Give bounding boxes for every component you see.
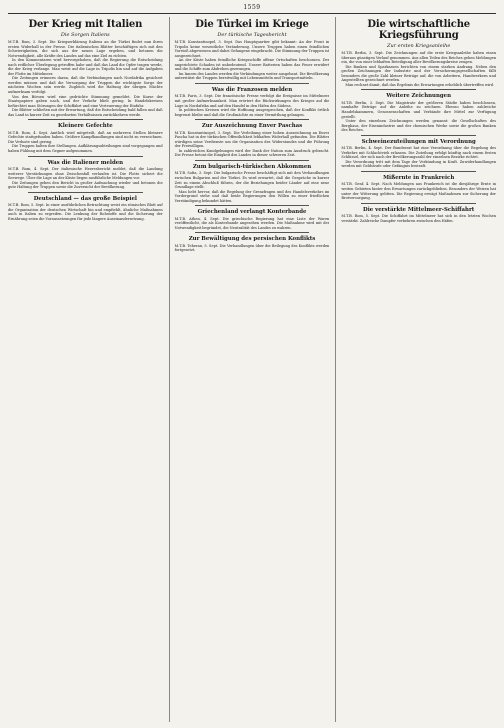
section-title: Schweinezuteilungen mit Verordnung bbox=[361, 138, 476, 145]
section-divider bbox=[195, 205, 310, 206]
article-paragraph: Man rechnet damit, daß das Ergebnis die Erwartungen erheblich übertreffen wird. bbox=[345, 82, 495, 87]
section-title: Deutschland — das große Beispiel bbox=[33, 195, 137, 202]
columns bbox=[8, 17, 496, 722]
top-rule bbox=[8, 13, 496, 14]
subhead: Der türkische Tagesbericht bbox=[217, 32, 287, 38]
section-divider bbox=[195, 160, 310, 161]
article-paragraph: Die Zeitungen erinnern daran, daß die Verbindungen nach Nordafrika gesichert werden müssen und daß die Versorgung der Truppen die wichtigste Sorge der nächsten Wochen sein werde. Zugleich wird die Haltung der übrigen Mächte aufmerksam verfolgt. bbox=[8, 76, 163, 95]
section-paragraph: M.T.B. Rom, 4. Sept. Der italienische Heeresbericht meldet, daß die Landung weiterer Verstärkungen ohne Zwischenfall verlaufen ist. Die Flotte sichert die Seewege. Über die Lage an der Küste liegen ausführliche Meldungen vor. bbox=[8, 167, 163, 181]
section-paragraph: M.T.B. Athen, 4. Sept. Die griechische Regierung hat eine Liste der Waren veröffentlicht, die als Konterbande angesehen werden. Die Maßnahme wird mit der Notwendigkeit begründet, die Neutralität des Landes zu wahren. bbox=[174, 216, 330, 230]
section-divider bbox=[361, 171, 476, 172]
section-title: Zur Bewältigung des persischen Konflikts bbox=[188, 236, 316, 243]
section-paragraph: Die Verordnung tritt mit dem Tage der Verkündung in Kraft. Zuwiderhandlungen werden mit Geldstrafe oder Gefängnis bestraft. bbox=[341, 159, 497, 169]
section-paragraph: In zahlreichen Kundgebungen wird der Dank der Nation zum Ausdruck gebracht. Die Presse betont die Einigkeit des Landes in dieser schweren Zeit. bbox=[174, 148, 330, 158]
section-title: Zum bulgarisch-türkischen Abkommen bbox=[192, 163, 312, 170]
headline: Die wirtschaftliche Kriegsführung bbox=[367, 19, 470, 41]
section-paragraph: In politischen Kreisen wird die Hoffnung ausgesprochen, daß der Konflikt örtlich begrenzt bleibe und daß die Großmächte zu einer Vermittlung gelangen. bbox=[174, 108, 330, 117]
section-divider bbox=[195, 232, 310, 233]
subhead: Die Sorgen Italiens bbox=[60, 32, 110, 38]
section-divider bbox=[28, 119, 143, 120]
section-paragraph: M.T.B. Rom, 4. Sept. Amtlich wird mitgeteilt, daß an mehreren Stellen kleinere Gefechte stattgefunden haben. Größere Kampfhandlungen sind nicht zu verzeichnen. Die Verluste sind gering. bbox=[8, 130, 163, 144]
section-divider bbox=[195, 83, 310, 84]
section-paragraph: M.T.B. Paris, 3. Sept. Die französische Presse verfolgt die Ereignisse im Mittelmeer mit großer Aufmerksamkeit. Man erörtert die Rückwirkungen des Krieges auf die Lage in Nordafrika und auf den Handel in den Häfen des Südens. bbox=[174, 94, 330, 108]
article-paragraph: Die Banken und Sparkassen berichten von einem starken Andrang. Neben den großen Zeichnungen der Industrie und der Versicherungsgesellschaften fällt besonders die große Zahl kleiner Beträge auf, die von Arbeitern, Handwerkern und Angestellten gezeichnet werden. bbox=[341, 64, 497, 83]
section-paragraph: M.T.B. Sofia, 3. Sept. Die bulgarische Presse beschäftigt sich mit den Verhandlungen zwischen Bulgarien und der Türkei. Es wird erwartet, daß die Gespräche in kurzer Zeit zu einem Abschluß führen, der die Beziehungen beider Länder auf eine neue Grundlage stellt. bbox=[174, 171, 330, 190]
section-title: Griechenland verlangt Konterbande bbox=[197, 209, 307, 216]
headline: Der Krieg mit Italien bbox=[28, 19, 143, 30]
subhead: Zur ersten Kriegsanleihe bbox=[387, 43, 451, 49]
section-paragraph: M.T.B. Konstantinopel, 3. Sept. Die Verleihung einer hohen Auszeichnung an Enver Pascha hat in der türkischen Öffentlichkeit lebhaften Widerhall gefunden. Die Blätter würdigen seine Verdienste um die Organisation des Widerstandes und die Führung der Freiwilligen. bbox=[174, 130, 330, 149]
section-paragraph: M.T.B. Genf, 4. Sept. Nach Meldungen aus Frankreich ist die diesjährige Ernte in weiten Gebieten hinter den Erwartungen zurückgeblieben. Besonders der Weizen hat unter der Witterung gelitten. Die Regierung erwägt Maßnahmen zur Sicherung der Brotversorgung. bbox=[341, 182, 497, 201]
section-divider bbox=[28, 156, 143, 157]
section-paragraph: M.T.B. Rom, 5. Sept. Die Schiffahrt im Mittelmeer hat sich in den letzten Wochen verstärkt. Zahlreiche Dampfer verkehren zwischen den Häfen. bbox=[341, 214, 497, 223]
section-paragraph: Man hebt hervor, daß die Regelung der Grenzfragen und des Handelsverkehrs im Vordergrund stehe und daß beide Regierungen den Willen zu einer friedlichen Verständigung bekundet hätten. bbox=[174, 189, 330, 203]
article-paragraph: M.T.B. Konstantinopel, 3. Sept. Das Hauptquartier gibt bekannt: An der Front in Tripolis keine wesentliche Veränderung. Unsere Truppen haben einen feindlichen Vorstoß abgewiesen und dabei Gefangene eingebracht. Die Stimmung der Truppen ist ausgezeichnet. bbox=[174, 40, 330, 58]
article-paragraph: Die Blätter schließen mit der Erwartung, daß die Entscheidung bald fallen und daß das Land in kurzer Zeit zu geordneten Verhältnissen zurückkehren werde. bbox=[8, 108, 163, 117]
article-paragraph: M.T.B. Rom, 3. Sept. Die Kriegserklärung Italiens an die Türkei findet nun ihren ersten Widerhall in der Presse. Die italienischen Blätter beschäftigen sich mit den Schwierigkeiten, die sich aus der neuen Lage ergeben, und betonen die Notwendigkeit, alle Kräfte des Landes auf das eine Ziel zu richten. bbox=[8, 40, 163, 58]
section-title: Kleinere Gefechte bbox=[58, 123, 113, 130]
headline: Die Türkei im Kriege bbox=[195, 19, 309, 30]
column-economy bbox=[335, 17, 496, 722]
section-title: Mißernte in Frankreich bbox=[383, 174, 455, 181]
section-divider bbox=[361, 203, 476, 204]
section-paragraph: M.T.B. Berlin, 3. Sept. Die Magistrate der größeren Städte haben beschlossen, namhafte Beträge auf die Anleihe zu zeichnen. Ebenso haben zahlreiche Handelskammern, Genossenschaften und Verbände ihre Mittel zur Verfügung gestellt. bbox=[341, 100, 497, 119]
article-paragraph: An der Küste haben feindliche Kriegsschiffe offene Ortschaften beschossen. Der angerichtete Schaden ist unbedeutend. Unsere Batterien haben das Feuer erwidert und die Schiffe zum Abdrehen gezwungen. bbox=[174, 58, 330, 72]
article-paragraph: Im Innern des Landes werden die Verbindungen weiter ausgebaut. Die Bevölkerung unterstützt die Truppen bereitwillig mit Lebensmitteln und Transportmitteln. bbox=[174, 71, 330, 81]
section-divider bbox=[28, 192, 143, 193]
column-turkey bbox=[169, 17, 330, 722]
section-paragraph: Die Zeitungen geben den Bericht in großer Aufmachung wieder und betonen die gute Haltung der Truppen sowie die Zuversicht der Bevölkerung. bbox=[8, 180, 163, 190]
section-title: Was die Franzosen melden bbox=[211, 86, 293, 93]
article-paragraph: Von den Börsen wird eine gedrückte Stimmung gemeldet. Die Kurse der Staatspapiere gaben nach, und der Verkehr blieb gering. In Handelskreisen befürchtet man Störungen der Schiffahrt und eine Verteuerung der Einfuhr. bbox=[8, 94, 163, 108]
section-title: Zur Auszeichnung Enver Paschas bbox=[201, 123, 303, 130]
section-title: Weitere Zeichnungen bbox=[386, 93, 451, 100]
article-paragraph: M.T.B. Berlin, 3. Sept. Die Zeichnungen auf die erste Kriegsanleihe haben einen überaus günstigen Verlauf genommen. Aus allen Teilen des Reiches gehen Meldungen ein, die von einer lebhaften Beteiligung aller Bevölkerungskreise zeugen. bbox=[341, 51, 497, 65]
section-paragraph: M.T.B. Berlin, 4. Sept. Der Bundesrat hat eine Verordnung über die Regelung des Verkehrs mit Schlachtvieh erlassen. Die Zuteilung erfolgt künftig nach einem festen Schlüssel, der sich nach der Bevölkerungszahl der einzelnen Bezirke richtet. bbox=[341, 146, 497, 160]
section-paragraph: Unter den einzelnen Zeichnungen werden genannt: die Gesellschaften des Bergbaus, der Eisenindustrie und der chemischen Werke sowie die großen Banken des Reiches. bbox=[341, 119, 497, 133]
section-divider bbox=[361, 89, 476, 90]
section-title: Die verstärkte Mittelmeer-Schiffahrt bbox=[363, 206, 475, 213]
section-paragraph: M.T.B. Teheran, 5. Sept. Die Verhandlungen über die Beilegung des Konflikts werden fortgesetzt. bbox=[174, 243, 330, 253]
section-divider bbox=[361, 135, 476, 136]
section-divider bbox=[195, 119, 310, 120]
section-title: Was die Italiener melden bbox=[47, 159, 124, 166]
page-number: 1559 bbox=[243, 4, 261, 11]
article-paragraph: In den Kommentaren wird hervorgehoben, daß die Regierung die Entscheidung nach reiflicher Überlegung getroffen habe und daß das Land die Opfer tragen werde, die der Krieg verlange. Man weist auf die Lage in Tripolis hin und auf die Aufgaben der Flotte im Mittelmeer. bbox=[8, 58, 163, 76]
column-italy bbox=[8, 17, 163, 722]
section-paragraph: M.T.B. Rom, 5. Sept. In einer ausführlichen Betrachtung weist ein römisches Blatt auf die Organisation der deutschen Wirtschaft hin und empfiehlt, ähnliche Maßnahmen auch in Italien zu ergreifen. Die Lenkung der Rohstoffe und die Sicherung der Ernährung seien die Voraussetzungen für jede längere Auseinandersetzung. bbox=[8, 203, 163, 221]
section-paragraph: Die Truppen halten ihre Stellungen. Aufklärungsabteilungen sind vorgegangen und haben Fühlung mit dem Gegner aufgenommen. bbox=[8, 144, 163, 153]
